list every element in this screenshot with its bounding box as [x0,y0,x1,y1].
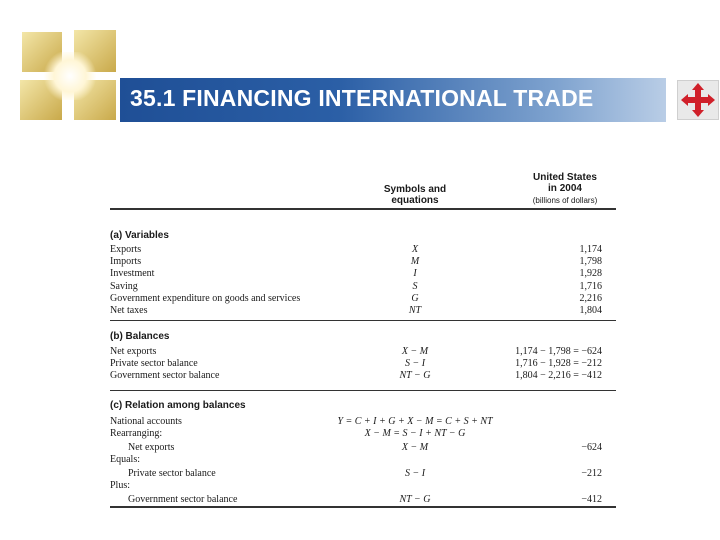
row-value: 2,216 [579,292,602,304]
page-title: 35.1 FINANCING INTERNATIONAL TRADE [130,85,594,111]
nav-badge[interactable] [677,80,719,120]
relation-government-row [110,494,616,506]
us-column-header [520,172,610,194]
relation-private-row [110,468,616,480]
national-accounts-row [110,416,616,428]
header-rule [110,208,616,210]
row-label: Government expenditure on goods and services [110,292,301,304]
rearranging-equation: X − M = S − I + NT − G [364,428,466,439]
row-label: Private sector balance [110,358,198,370]
row-value: 1,804 [579,305,602,316]
symbols-header-line1: Symbols and [383,184,447,195]
row-value: 1,174 [579,244,602,255]
row-value: −624 [581,442,602,453]
national-accounts-equation: Y = C + I + G + X − M = C + S + NT [337,416,493,427]
units-label: (billions of dollars) [532,196,598,205]
row-label: Net exports [128,442,175,453]
section-rule [110,390,616,391]
row-symbol: S − I [404,468,426,479]
row-label: Saving [110,280,138,292]
row-symbol: NT [408,305,422,316]
row-value: 1,804 − 2,216 = −412 [515,370,602,382]
variables-heading: (a) Variables [110,230,169,241]
row-value: −412 [581,494,602,505]
table-row [110,293,616,305]
balances-heading: (b) Balances [110,331,170,342]
row-symbol: S − I [404,358,426,370]
balances-table [110,166,616,508]
row-label: Government sector balance [128,494,238,505]
row-symbol: X − M [401,442,429,453]
row-label: Imports [110,256,142,268]
title-banner [120,78,666,122]
table-row [110,305,616,317]
table-row [110,256,616,268]
row-symbol: G [411,292,419,304]
row-value: 1,174 − 1,798 = −624 [515,346,602,357]
row-label: Equals: [110,454,140,465]
row-label: Rearranging: [110,428,163,439]
relation-net-exports-row [110,442,616,454]
plus-row [110,480,616,492]
rearranging-row [110,428,616,440]
row-value: 1,928 [579,268,602,280]
relation-heading: (c) Relation among balances [110,400,246,411]
row-label: Net taxes [110,305,148,316]
us-header-line1: United States [533,172,597,183]
red-four-arrows-cross-icon [678,81,718,119]
row-label: Exports [110,244,142,255]
row-symbol: X [411,244,419,255]
equals-row [110,454,616,466]
row-label: Net exports [110,346,157,357]
row-label: Investment [110,268,155,280]
bottom-rule [110,506,616,508]
row-symbol: NT − G [399,494,431,505]
row-value: 1,716 − 1,928 = −212 [515,358,602,370]
row-label: National accounts [110,416,182,427]
table-row [110,370,616,382]
row-label: Government sector balance [110,370,220,382]
row-symbol: X − M [401,346,429,357]
row-value: −212 [581,468,602,479]
table-row [110,281,616,293]
row-label: Plus: [110,480,131,491]
gold-squares-logo [18,28,120,122]
table-row [110,358,616,370]
symbols-column-header [380,184,450,206]
row-label: Private sector balance [128,468,216,479]
row-symbol: NT − G [399,370,431,382]
row-symbol: I [413,268,417,280]
table-row [110,346,616,358]
section-rule [110,320,616,321]
row-symbol: M [410,256,420,268]
symbols-header-line2: equations [391,195,439,206]
table-row [110,244,616,256]
row-symbol: S [412,280,418,292]
table-row [110,268,616,280]
row-value: 1,716 [579,280,602,292]
us-header-line2: in 2004 [548,183,582,194]
row-value: 1,798 [579,256,602,268]
